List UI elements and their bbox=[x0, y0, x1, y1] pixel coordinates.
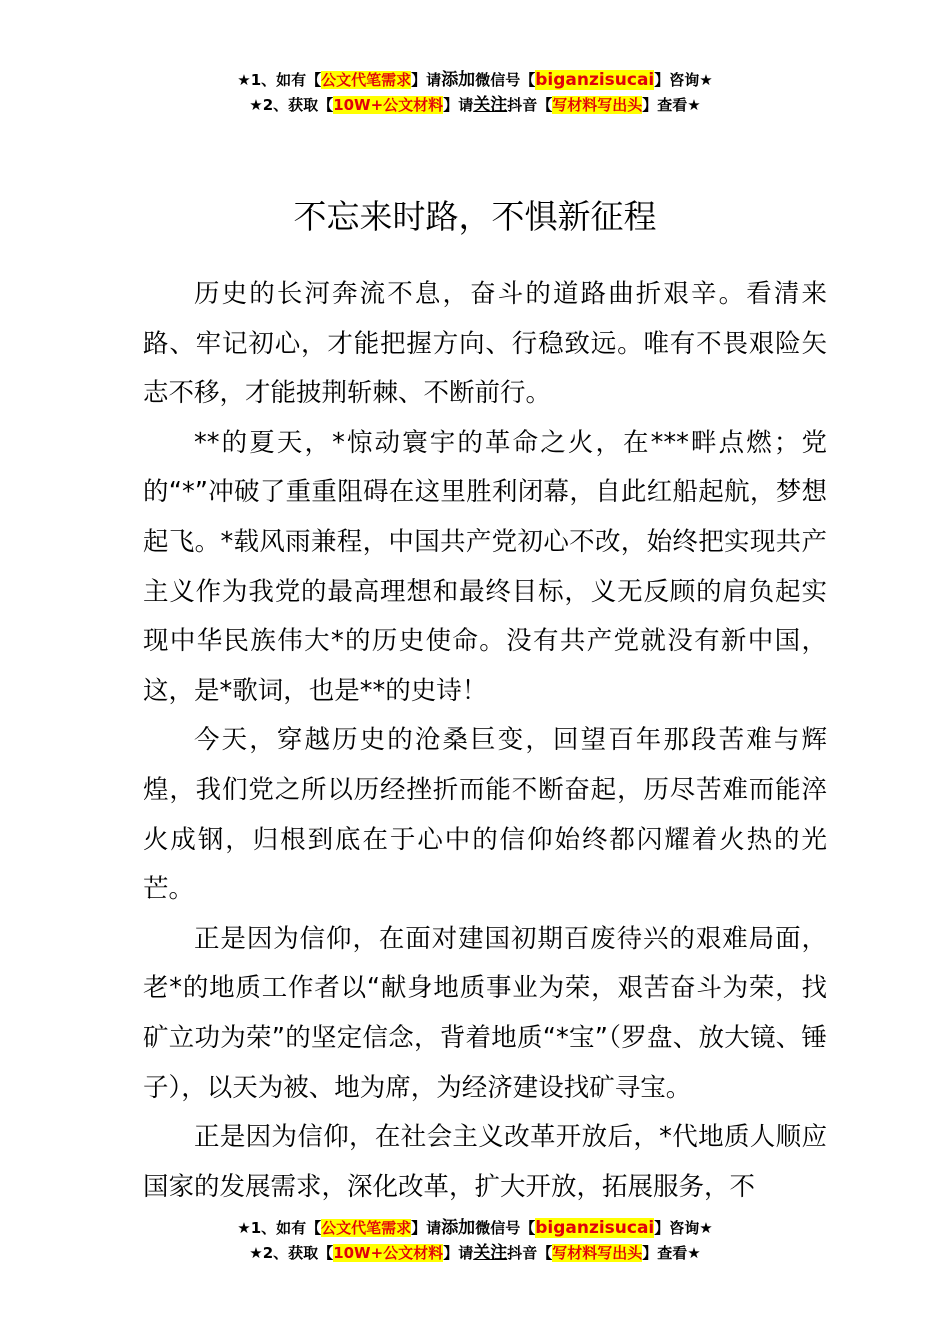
paragraph-5: 正是因为信仰，在社会主义改革开放后，*代地质人顺应国家的发展需求，深化改革，扩大开放，拓展服务，不 bbox=[143, 1122, 827, 1202]
banner-line-1: ★1、如有【公文代笔需求】请添加微信号【biganzisucai】咨询★ bbox=[237, 70, 713, 90]
footer-banner-line-2: ★2、获取【10W+公文材料】请关注抖音【写材料写出头】查看★ bbox=[249, 1243, 701, 1263]
footer-highlight-writing-service: 公文代笔需求 bbox=[321, 1219, 412, 1237]
footer-wechat-id: biganzisucai bbox=[535, 1218, 655, 1238]
header-banner bbox=[0, 68, 950, 118]
banner-highlight-writing-service: 公文代笔需求 bbox=[321, 71, 412, 89]
footer-banner bbox=[0, 1216, 950, 1266]
footer-highlight-materials: 10W+公文材料 bbox=[333, 1244, 444, 1262]
footer-banner-line-1: ★1、如有【公文代笔需求】请添加微信号【biganzisucai】咨询★ bbox=[237, 1218, 713, 1238]
paragraph-3: 今天，穿越历史的沧桑巨变，回望百年那段苦难与辉煌，我们党之所以历经挫折而能不断奋起，历尽苦难而能淬火成钢，归根到底在于心中的信仰始终都闪耀着火热的光芒。 bbox=[143, 725, 827, 905]
paragraph-2: **的夏天，*惊动寰宇的革命之火，在***畔点燃；党的“*”冲破了重重阻碍在这里胜利闭幕，自此红船起航，梦想起飞。*载风雨兼程，中国共产党初心不改，始终把实现共产主义作为我党的最高理想和最终目标，义无反顾的肩负起实现中华民族伟大*的历史使命。没有共产党就没有新中国，这，是*歌词，也是**的史诗！ bbox=[143, 427, 827, 706]
banner-douyin-account: 写材料写出头 bbox=[552, 96, 643, 114]
footer-douyin-account: 写材料写出头 bbox=[552, 1244, 643, 1262]
banner-wechat-id: biganzisucai bbox=[535, 70, 655, 90]
paragraph-1: 历史的长河奔流不息，奋斗的道路曲折艰辛。看清来路、牢记初心，才能把握方向、行稳致远。唯有不畏艰险矢志不移，才能披荆斩棘、不断前行。 bbox=[143, 279, 827, 409]
banner-line-2: ★2、获取【10W+公文材料】请关注抖音【写材料写出头】查看★ bbox=[249, 95, 701, 115]
document-title: 不忘来时路，不惧新征程 bbox=[293, 197, 657, 237]
paragraph-4: 正是因为信仰，在面对建国初期百废待兴的艰难局面，老*的地质工作者以“献身地质事业为荣，艰苦奋斗为荣，找矿立功为荣”的坚定信念，背着地质“*宝”（罗盘、放大镜、锤子），以天为被、地为席，为经济建设找矿寻宝。 bbox=[143, 923, 827, 1103]
banner-highlight-materials: 10W+公文材料 bbox=[333, 96, 444, 114]
document-body bbox=[143, 270, 827, 1212]
